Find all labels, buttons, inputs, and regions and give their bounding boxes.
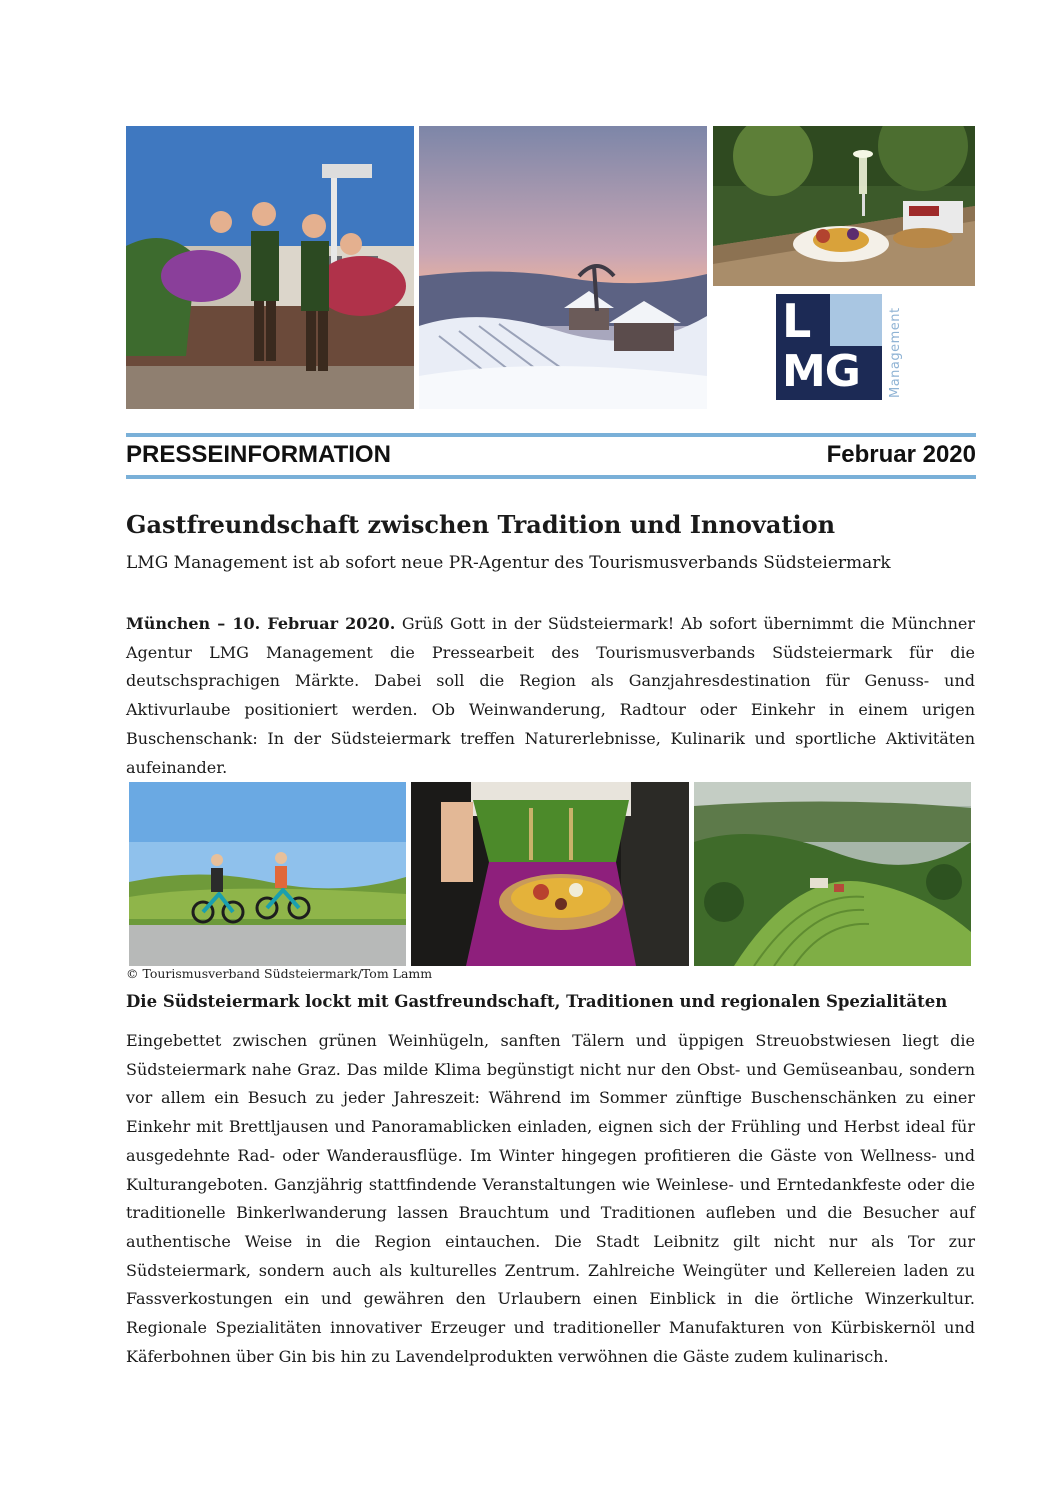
photo-dirndl-with-platter bbox=[411, 782, 689, 966]
logo-letter-l: L bbox=[782, 294, 812, 348]
press-label: PRESSEINFORMATION bbox=[126, 441, 391, 468]
photo-wine-and-platter bbox=[713, 126, 975, 286]
press-bar-top-rule bbox=[126, 433, 976, 437]
section-heading: Die Südsteiermark lockt mit Gastfreundschaft, Traditionen und regionalen Spezialitäten bbox=[126, 992, 948, 1011]
page-subtitle: LMG Management ist ab sofort neue PR-Agentur des Tourismusverbands Südsteiermark bbox=[126, 553, 891, 573]
logo-accent-square bbox=[830, 294, 882, 346]
photo-green-hills-aerial bbox=[694, 782, 971, 966]
photo-cyclists bbox=[129, 782, 406, 966]
photo-winter-vineyard bbox=[419, 126, 707, 409]
photo-credit: © Tourismusverband Südsteiermark/Tom Lamm bbox=[126, 966, 433, 981]
photo-folk-dancers bbox=[126, 126, 414, 409]
logo-wordmark: Management bbox=[888, 307, 903, 398]
body-paragraph: Eingebettet zwischen grünen Weinhügeln, sanften Tälern und üppigen Streuobstwiesen liegt die Südsteiermark nahe Graz. Das milde Klima begünstigt nicht nur den Obst- und Gemüseanbau, sondern vor allem ein Besuch zu jeder Jahreszeit: Während im Sommer zünftige Buschenschänken zu einer Einkehr mit Brettljausen und Panoramablicken einladen, eignen sich der Frühling und Herbst ideal für ausgedehnte Rad- oder Wanderausflüge. Im Winter hingegen profitieren die Gäste von Wellness- und Kulturangeboten. Ganzjährig stattfindende Veranstaltungen wie Weinlese- und Erntedankfeste oder die traditionelle Binkerlwanderung lassen Brauchtum und Traditionen aufleben und die Besucher auf authentische Weise in die Region eintauchen. Die Stadt Leibnitz gilt nicht nur als Tor zur Südsteiermark, sondern auch als kulturelles Zentrum. Zahlreiche Weingüter und Kellereien laden zu Fassverkostungen ein und gewähren den Urlaubern einen Einblick in die örtliche Winzerkultur. Regionale Spezialitäten innovativer Erzeuger und traditioneller Manufakturen von Kürbiskernöl und Käferbohnen über Gin bis hin zu Lavendelprodukten verwöhnen die Gäste zudem kulinarisch. bbox=[126, 1031, 975, 1366]
intro-paragraph bbox=[126, 610, 975, 782]
press-date: Februar 2020 bbox=[826, 441, 976, 468]
intro-text: Grüß Gott in der Südsteiermark! Ab sofort übernimmt die Münchner Agentur LMG Management die Pressearbeit des Tourismusverbands Südsteiermark für die deutschsprachigen Märkte. Dabei soll die Region als Ganzjahresdestination für Genuss- und Aktivurlaube positioniert werden. Ob Weinwanderung, Radtour oder Einkehr in einem urigen Buschenschank: In der Südsteiermark treffen Naturerlebnisse, Kulinarik und sportliche Aktivitäten aufeinander. bbox=[126, 614, 976, 777]
dateline: München – 10. Februar 2020. bbox=[126, 614, 396, 633]
logo-letters-mg: MG bbox=[782, 346, 860, 397]
press-info-bar bbox=[126, 433, 976, 479]
lmg-management-logo bbox=[776, 294, 916, 400]
press-bar-bottom-rule bbox=[126, 475, 976, 479]
page-title: Gastfreundschaft zwischen Tradition und Innovation bbox=[126, 510, 836, 539]
